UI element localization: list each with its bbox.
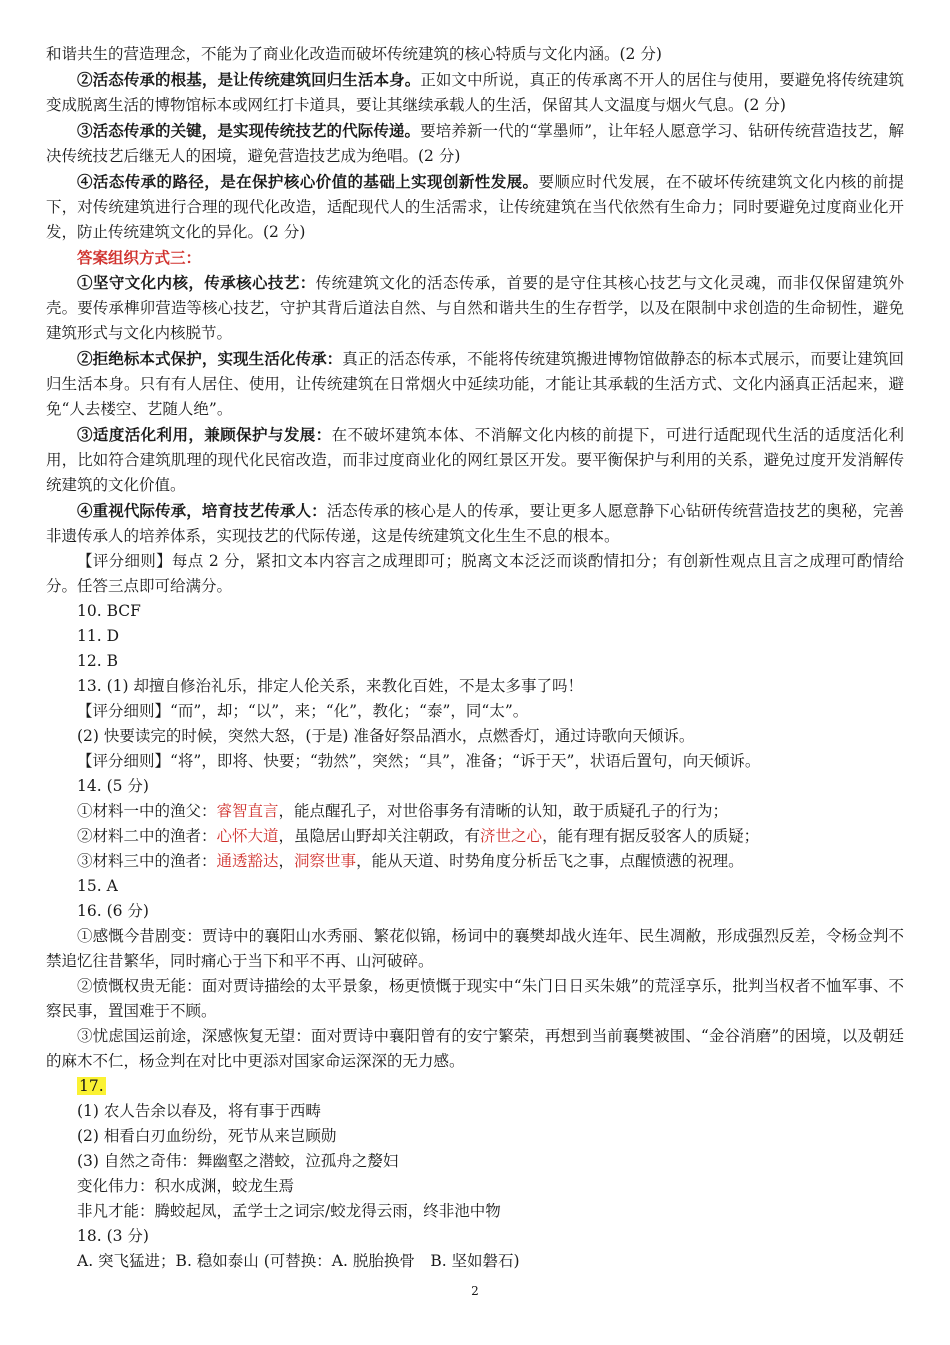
- point-heading: ③适度活化利用，兼顾保护与发展：: [77, 425, 332, 444]
- answer-12: 12. B: [77, 652, 118, 670]
- answer-17-3: (3) 自然之奇伟：舞幽壑之潜蛟，泣孤舟之嫠妇: [77, 1152, 399, 1170]
- answer-content: [46, 42, 904, 1274]
- answer-14-heading: 14. (5 分): [77, 777, 149, 795]
- answer-10: 10. BCF: [77, 602, 141, 620]
- answer-18: A. 突飞猛进；B. 稳如泰山 (可替换：A. 脱胎换骨 B. 坚如磐石): [77, 1252, 520, 1270]
- answer-14-2: ②材料二中的渔者：心怀大道，虽隐居山野却关注朝政，有济世之心，能有理有据反驳客人的质疑；: [77, 827, 760, 845]
- answer-16-heading: 16. (6 分): [77, 902, 149, 920]
- page-number: 2: [471, 1284, 479, 1298]
- key-phrase: 心怀大道: [216, 827, 279, 845]
- method3-point-4: [46, 498, 904, 549]
- scoring-rules-13-1: 【评分细则】“而”，却；“以”，来；“化”，教化；“泰”，同“太”。: [77, 702, 529, 720]
- answer-14-3: ③材料三中的渔者：通透豁达，洞察世事，能从天道、时势角度分析岳飞之事，点醒愤懑的祝理。: [77, 852, 744, 870]
- method3-point-2: [46, 346, 904, 422]
- answer-16-3: ③忧虑国运前途，深感恢复无望：面对贾诗中襄阳曾有的安宁繁荣，再想到当前襄樊被围、“金谷消磨”的困境，以及朝廷的麻木不仁，杨佥判在对比中更添对国家命运深深的无力感。: [46, 1027, 904, 1070]
- point-heading: ①坚守文化内核，传承核心技艺：: [77, 273, 316, 292]
- point-body: 要培养新一代的“掌墨师”，让年轻人愿意学习、钻研传统营造技艺，解决传统技艺后继无人的困境，避免营造技艺成为绝唱。(2 分): [46, 122, 904, 165]
- answer-18-heading: 18. (3 分): [77, 1227, 149, 1245]
- section-heading: 答案组织方式三：: [77, 248, 202, 267]
- answer-14-1: ①材料一中的渔父：睿智直言，能点醒孔子，对世俗事务有清晰的认知，敢于质疑孔子的行为；: [77, 802, 729, 820]
- key-phrase: 济世之心: [480, 827, 543, 845]
- answer-17-heading: [46, 1074, 904, 1099]
- key-phrase: 洞察世事: [294, 852, 357, 870]
- point-body: 传统建筑文化的活态传承，首要的是守住其核心技艺与文化灵魂，而非仅保留建筑外壳。要传承榫卯营造等核心技艺，守护其背后道法自然、与自然和谐共生的生存哲学，以及在限制中求创造的生命韧性，避免建筑形式与文化内核脱节。: [46, 274, 904, 342]
- answer-16-1: ①感慨今昔剧变：贾诗中的襄阳山水秀丽、繁花似锦，杨词中的襄樊却战火连年、民生凋敝，形成强烈反差，令杨佥判不禁追忆往昔繁华，同时痛心于当下和平不再、山河破碎。: [46, 927, 904, 970]
- answer-13-2: (2) 快要读完的时候，突然大怒，(于是) 准备好祭品酒水，点燃香灯，通过诗歌向天倾诉。: [77, 727, 695, 745]
- answer-16-2: ②愤慨权贵无能：面对贾诗描绘的太平景象，杨更愤慨于现实中“朱门日日买朱娥”的荒淫享乐，批判当权者不恤军事、不察民事，置国难于不顾。: [46, 977, 904, 1020]
- point-heading: ③活态传承的关键，是实现传统技艺的代际传递。: [77, 121, 421, 140]
- point-body: 要顺应时代发展，在不破坏传统建筑文化内核的前提下，对传统建筑进行合理的现代化改造，适配现代人的生活需求，让传统建筑在当代依然有生命力；同时要避免过度商业化开发，防止传统建筑文化的异化。(2 分): [46, 173, 904, 241]
- method3-point-1: [46, 270, 904, 346]
- point-heading: ④重视代际传承，培育技艺传承人：: [77, 501, 327, 520]
- point-4: [46, 169, 904, 245]
- point-body: 活态传承的核心是人的传承，要让更多人愿意静下心钻研传统营造技艺的奥秘，完善非遗传承人的培养体系，实现技艺的代际传递，这是传统建筑文化生生不息的根本。: [46, 502, 904, 545]
- point-heading: ④活态传承的路径，是在保护核心价值的基础上实现创新性发展。: [77, 172, 539, 191]
- answer-13-1: 13. (1) 却擅自修治礼乐，排定人伦关系，来教化百姓，不是太多事了吗！: [77, 677, 583, 695]
- scoring-rules: 【评分细则】每点 2 分，紧扣文本内容言之成理即可；脱离文本泛泛而谈酌情扣分；有创新性观点且言之成理可酌情给分。任答三点即可给满分。: [46, 552, 904, 595]
- point-body: 在不破坏建筑本体、不消解文化内核的前提下，可进行适配现代生活的适度活化利用，比如符合建筑肌理的现代化民宿改造，而非过度商业化的网红景区开发。要平衡保护与利用的关系，避免过度开发消解传统建筑的文化价值。: [46, 426, 904, 494]
- highlighted-number: 17.: [79, 1077, 104, 1095]
- method3-point-3: [46, 422, 904, 498]
- answer-17-1: (1) 农人告余以春及，将有事于西畴: [77, 1102, 321, 1120]
- answer-15: 15. A: [77, 877, 118, 895]
- key-phrase: 通透豁达: [216, 852, 279, 870]
- point-body: 真正的活态传承，不能将传统建筑搬进博物馆做静态的标本式展示，而要让建筑回归生活本身。只有有人居住、使用，让传统建筑在日常烟火中延续功能，才能让其承载的生活方式、文化内涵真正活起来，避免“人去楼空、艺随人绝”。: [46, 350, 904, 418]
- answer-17-3c: 非凡才能：腾蛟起凤，孟学士之词宗/蛟龙得云雨，终非池中物: [77, 1202, 501, 1220]
- key-phrase: 睿智直言: [216, 802, 279, 820]
- point-heading: ②拒绝标本式保护，实现生活化传承：: [77, 349, 343, 368]
- scoring-rules-13-2: 【评分细则】“将”，即将、快要；“勃然”，突然；“具”，准备；“诉于天”，状语后置句，向天倾诉。: [77, 752, 761, 770]
- point-3: [46, 118, 904, 169]
- answer-17-2: (2) 相看白刃血纷纷，死节从来岂顾勋: [77, 1127, 337, 1145]
- answer-17-3b: 变化伟力：积水成渊，蛟龙生焉: [77, 1177, 295, 1195]
- point-2: [46, 67, 904, 118]
- paragraph-continuation: 和谐共生的营造理念，不能为了商业化改造而破坏传统建筑的核心特质与文化内涵。(2 分): [46, 45, 662, 63]
- answer-11: 11. D: [77, 627, 120, 645]
- point-body: 正如文中所说，真正的传承离不开人的居住与使用，要避免将传统建筑变成脱离生活的博物馆标本或网红打卡道具，要让其继续承载人的生活，保留其人文温度与烟火气息。(2 分): [46, 71, 904, 114]
- point-heading: ②活态传承的根基，是让传统建筑回归生活本身。: [77, 70, 421, 89]
